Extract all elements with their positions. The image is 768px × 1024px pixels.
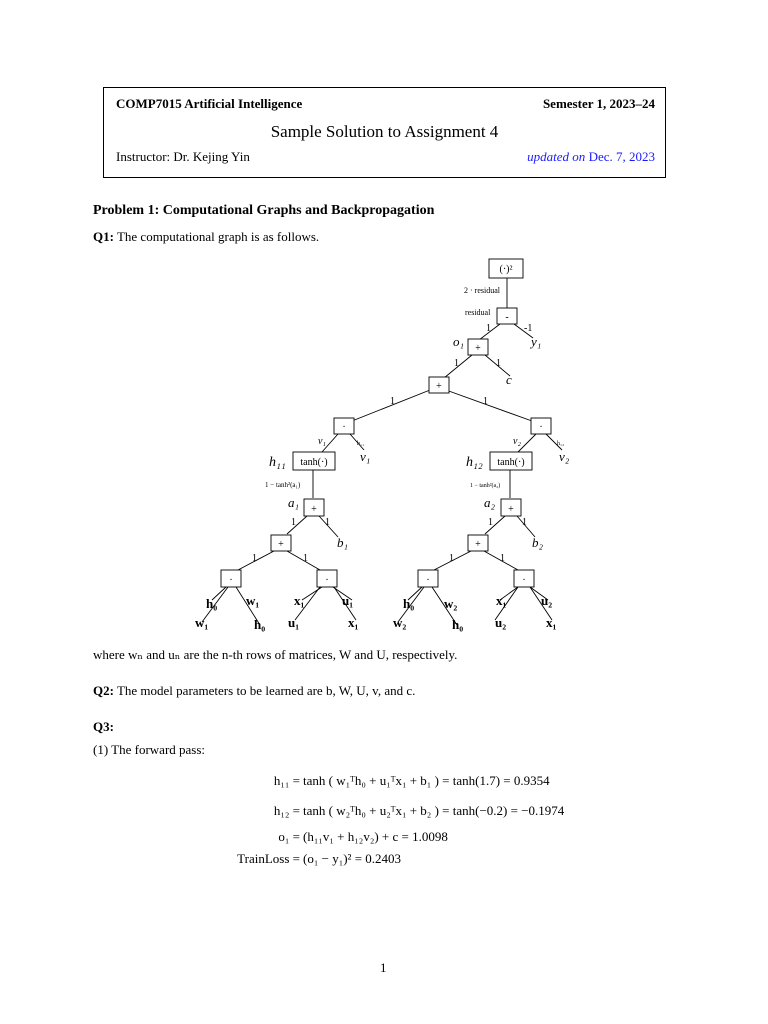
eq-lhs: TrainLoss = — [237, 851, 300, 866]
var-v1-top: v₁ — [318, 436, 326, 447]
edge-one: 1 — [488, 517, 493, 528]
document-title: Sample Solution to Assignment 4 — [270, 122, 499, 141]
edge-one: 1 — [454, 358, 459, 369]
vec-h0-b: h₀ — [254, 617, 266, 632]
edge-one: 1 — [486, 323, 491, 334]
eq-rhs: (o₁ − y₁)² = 0.2403 — [303, 851, 402, 866]
vec-h0-rb: h₀ — [452, 617, 464, 632]
dot-label-w2: · — [426, 575, 430, 586]
semester: Semester 1, 2023–24 — [542, 96, 655, 111]
vec-w2-b: w₂ — [393, 615, 407, 630]
edge-one: 1 — [483, 396, 488, 407]
edge-one: 1 — [449, 553, 454, 564]
var-v2: v₂ — [559, 449, 570, 464]
q1-label: Q1: — [93, 229, 114, 244]
edge-dtanh1: 1 − tanh²(a₁) — [265, 481, 301, 489]
updated-date: Dec. 7, 2023 — [588, 149, 655, 164]
var-b1: b₁ — [337, 535, 349, 550]
var-v1: v₁ — [360, 449, 371, 464]
edge-one: 1 — [390, 396, 395, 407]
edge-one: 1 — [522, 517, 527, 528]
dot-label-w1: · — [229, 575, 233, 586]
vec-x1-rb: x₁ — [546, 615, 557, 630]
dot-label-1: · — [342, 422, 346, 433]
var-v2-top: v₂ — [513, 436, 521, 447]
graph-nodes — [221, 259, 551, 587]
vec-w2: w₂ — [444, 596, 458, 611]
page-number: 1 — [380, 960, 387, 975]
var-y1: y₁ — [531, 334, 542, 349]
plus-label-1: + — [475, 343, 481, 354]
edge-one: 1 — [325, 517, 330, 528]
edge-2residual: 2 · residual — [464, 286, 500, 295]
problem-heading: Problem 1: Computational Graphs and Backpropagation — [93, 203, 435, 218]
edge-one: 1 — [252, 553, 257, 564]
edge-one: 1 — [291, 517, 296, 528]
vec-u2: u₂ — [541, 593, 553, 608]
vec-u1: u₁ — [342, 593, 354, 608]
vec-h0-r: h₀ — [403, 596, 415, 611]
var-h11: h₁₁ — [269, 455, 286, 470]
square-label: (·)² — [499, 264, 513, 275]
vec-u2-b: u₂ — [495, 615, 507, 630]
var-o1: o₁ — [453, 334, 465, 349]
edge-h11: h₁₁ — [357, 441, 365, 447]
vec-x1-r: x₁ — [496, 593, 507, 608]
edge-minus-one: -1 — [524, 323, 533, 334]
edge-residual: residual — [465, 308, 491, 317]
dot-label-u1: · — [325, 575, 329, 586]
vec-x1: x₁ — [294, 593, 305, 608]
plus-label-2: + — [436, 381, 442, 392]
edge-dtanh2: 1 − tanh²(a₂) — [470, 483, 501, 489]
eq-rhs: (h₁₁v₁ + h₁₂v₂) + c = 1.0098 — [303, 829, 448, 844]
var-h12: h₁₂ — [466, 455, 483, 470]
var-b2: b₂ — [532, 535, 544, 550]
tanh-label-1: tanh(·) — [300, 457, 328, 468]
eq-rhs: tanh ( w₂ᵀh₀ + u₂ᵀx₁ + b₂ ) = tanh(−0.2) = −0.1974 — [303, 803, 565, 818]
q3-label: Q3: — [93, 719, 114, 734]
eq-lhs: o₁ = — [278, 829, 300, 844]
vec-w1: w₁ — [246, 593, 260, 608]
edge-h12: h₁₂ — [557, 441, 565, 447]
updated-prefix: updated on — [527, 149, 586, 164]
edge-one: 1 — [303, 553, 308, 564]
vec-u1-b: u₁ — [288, 615, 300, 630]
eq-lhs: h₁₂ = — [273, 803, 300, 818]
q1-text: The computational graph is as follows. — [116, 229, 320, 244]
eq-lhs: h₁₁ = — [273, 773, 300, 788]
q2-label: Q2: — [93, 683, 114, 698]
plus-label-l: + — [278, 539, 284, 550]
q2-line — [93, 683, 415, 699]
plus-label-a2: + — [508, 504, 514, 515]
instructor: Instructor: Dr. Kejing Yin — [116, 149, 250, 164]
plus-label-a1: + — [311, 504, 317, 515]
edge-one: 1 — [500, 553, 505, 564]
var-a1: a₁ — [288, 495, 300, 510]
vec-x1-b: x₁ — [348, 615, 359, 630]
plus-label-r: + — [475, 539, 481, 550]
course-name: COMP7015 Artificial Intelligence — [116, 96, 303, 111]
vec-h0: h₀ — [206, 596, 218, 611]
eq-rhs: tanh ( w₁ᵀh₀ + u₁ᵀx₁ + b₁ ) = tanh(1.7) = 0.9354 — [303, 773, 550, 788]
var-a2: a₂ — [484, 495, 496, 510]
minus-label: - — [505, 312, 509, 323]
tanh-label-2: tanh(·) — [497, 457, 525, 468]
dot-label-2: · — [539, 422, 543, 433]
q3-sub: (1) The forward pass: — [93, 742, 206, 757]
where-text: where wₙ and uₙ are the n-th rows of matrices, W and U, respectively. — [93, 647, 458, 662]
var-c: c — [506, 372, 512, 387]
edge-one: 1 — [496, 358, 501, 369]
vector-labels — [195, 593, 557, 632]
q2-text: The model parameters to be learned are b, W, U, v, and c. — [116, 683, 416, 698]
dot-label-u2: · — [522, 575, 526, 586]
vec-w1-b: w₁ — [195, 615, 209, 630]
